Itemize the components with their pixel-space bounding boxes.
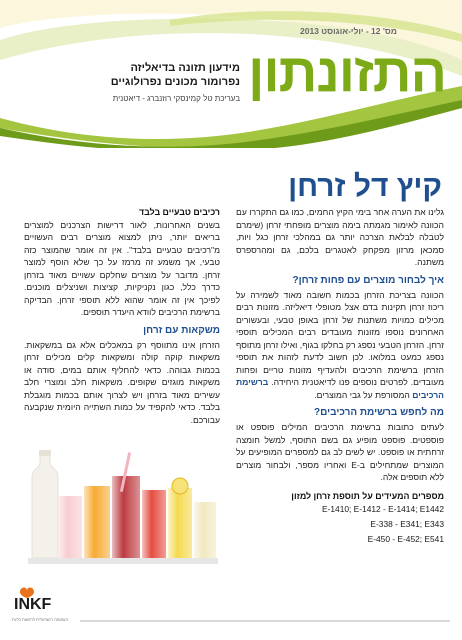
section-heading-choose: איך לבחור מוצרים עם פחות זרחן? xyxy=(292,274,444,286)
paragraph-natural: בשנים האחרונות, לאור דרישות הצרכנים למוצרים בריאים יותר, ניתן למצוא מוצרים רבים העשויים מ"רכיבים טבעיים בלבד". אין זה אומר שהמוצר כזה טבעי, אך משמע זה מרמז על כך שלא הוסף למוצר זרחן. מדובר על מוצרים שחלקם עשויים מאוד בזרחן כדרך כלל, כגון נקניקיות, קציצות ושניצלים מוכנים. לפיכך אין זה אומר שהוא ללא תוספי זרחן. הבדיקה ברשימת הרכיבים לוודא היעדר תוספים. xyxy=(24,219,220,317)
section-heading-drinks: משקאות עם זרחן xyxy=(143,324,220,336)
codes-heading: מספרים המעידים על תוספת זרחן למזון xyxy=(291,490,444,501)
paragraph-choose-text: הכוונה בצריכת הזרחן בכמות חשובה מאוד לשמירה על ריכוז זרחן תקינות בדם אצל מטופלי דיאליזה. מזונות רבים מכילים כמויות משתנות של זרחן באופן טבעי, ובעשורים האחרונים נוספו מזונות מעובדים רבים המכילים תוספי זרחן. הזרחן הטבעי נספג רק בחלקו בגוף, ואילו זרחן מתוסף נספג כמעט במלואו. לכן חשוב לדעת לזהות את תוספי הזרחן ברשימת הרכיבים ולהעדיף מזונות טריים ופחות מעובדים. לפרטים נוספים פנו לדיאטנית היחידה. xyxy=(236,289,445,387)
issue-label: מס' 12 - יולי-אוגוסט 2013 xyxy=(300,26,397,36)
section-heading-what-to-look: מה לחפש ברשימת הרכיבים? xyxy=(313,407,444,418)
inkf-tagline: העמותה הישראלית לרפואת כליות xyxy=(11,617,69,622)
paragraph-choose-end: המסורפת על גבי המוצרים. xyxy=(314,389,410,400)
article-title: קיץ דל זרחן xyxy=(288,170,442,203)
section-heading-natural: רכיבים טבעיים בלבד xyxy=(139,207,220,217)
code-line: E-338 - E341; E343 xyxy=(370,519,444,529)
paragraph-what-to-look: לעתים כתובות ברשימת הרכיבים המילים פוספט או פוספטים. פוספט מופיע גם בשם התוסף, למשל חומצה זרחתית או פוספט. יש לשים לב גם למספרים המופיעים על המוצרים שמתחילים ב-E ואחריו מספר, ולבחור מוצרים ללא תוספים אלה. xyxy=(236,422,444,482)
newsletter-publisher: נפרומור מכונים נפרולוגיים xyxy=(110,76,240,88)
masthead xyxy=(0,0,462,148)
article-right-column xyxy=(236,206,444,547)
code-line: E-1410; E-1412 - E-1414; E1442 xyxy=(322,504,444,514)
additive-codes xyxy=(236,490,444,548)
editor-credit: בעריכת טל קמינסקי רוזנברג - דיאטנית xyxy=(112,94,240,103)
ingredients-emphasis: ברשימת הרכיבים xyxy=(236,377,444,400)
article-left-column xyxy=(24,206,220,431)
footer-divider xyxy=(80,620,450,622)
newsletter-title: התזונתון xyxy=(248,43,446,103)
drinks-illustration xyxy=(28,446,218,564)
paragraph-drinks: הזרחן אינו מתווסף רק במאכלים אלא גם במשקאות. משקאות קוקה קולה ומשקאות קלים מכילים זרחן בכמות גבוהה. כדאי להחליף אותם במים, סודה או משקאות מוגזים שקופים. משקאות חלב ומוצרי חלב עשירים מאוד בזרחן ויש לצרוך אותם בכמות מוגבלת בלבד. כדאי להקפיד על כמות השתייה היומית שנקבעה עבורכם. xyxy=(24,339,220,425)
newsletter-subtitle: מידעון תזונה בדיאליזה xyxy=(130,62,240,74)
paragraph-choose xyxy=(236,289,444,402)
code-line: E-450 - E-452; E541 xyxy=(367,534,444,544)
inkf-logo: INKF xyxy=(14,596,52,613)
intro-paragraph: גלינו את הערה אחר בימי הקיץ החמים, כמו גם התקררו עם הכוונה לאימור מגמתה בימה מוצרים מופחתי זרחן (שימרם לטבלה לבלאת הצרכה יותר גם במהלכי זרחן כגל ויות, סמכאן מרזון מפקחק לאטגרים בלכם, גם ומהרספרס משתנה. xyxy=(236,207,444,267)
